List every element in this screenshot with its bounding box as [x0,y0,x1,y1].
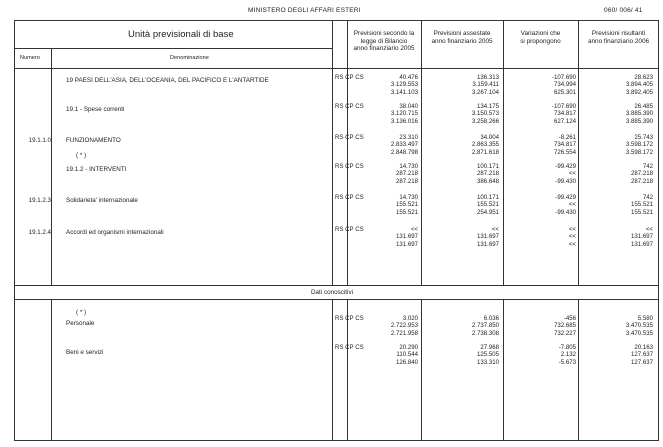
row-value-c2: 34.004 2.863.355 2.871.618 [471,134,499,156]
row-code: 19.1.2.3 [28,197,51,204]
row-label: 19 PAESI DELL'ASIA, DELL'OCEANIA, DEL PACIFICO E L'ANTARTIDE [66,77,269,84]
main-table-title: Unità previsionali di base [128,29,234,40]
row-value-c4: 25.743 3.598.172 3.598.172 [625,134,653,156]
row-type-codes: RS CP CS [335,103,364,110]
row-code: 19.1.2.4 [28,229,51,236]
asterisk-note: ( * ) [76,152,87,159]
row-value-c1: 14.730 155.521 155.521 [395,194,418,216]
row-value-c1: 3.020 2.722.953 2.721.958 [390,315,418,337]
c4-col-rule [578,20,579,285]
c3-col-rule-lower [503,299,504,441]
c1-col-rule [347,20,348,285]
row-type-codes: RS CP CS [335,74,364,81]
row-label: 19.1.2 - INTERVENTI [66,166,127,173]
col-header-variazioni: Variazioni che si propongono [520,30,561,45]
numero-col-rule [51,48,52,285]
section-bottom-rule [14,299,659,300]
row-label: Personale [66,320,95,327]
row-value-c4: 5.580 3.470.535 3.470.535 [625,315,653,337]
row-value-c1: 14.730 287.218 287.218 [395,163,418,185]
row-code: 19.1.1.0 [28,137,51,144]
col-header-previsioni-assestate: Previsioni assestate anno finanziario 2005 [431,30,493,45]
row-value-c4: 742 155.521 155.521 [630,194,653,216]
row-value-c4: 742 287.218 287.218 [630,163,653,185]
row-value-c1: 38.040 3.120.715 3.136.016 [390,103,418,125]
col-header-previsioni-risultanti: Previsioni risultanti anno finanziario 2006 [587,30,650,45]
section-title: Dati conoscitivi [311,289,353,296]
row-value-c3: -99.429 << -99.430 [555,194,576,216]
row-value-c1: << 131.697 131.697 [395,226,418,248]
row-value-c1: 23.310 2.833.497 2.848.798 [390,134,418,156]
c2-col-rule-lower [421,299,422,441]
row-type-codes: RS CP CS [335,134,364,141]
c2-col-rule [421,20,422,285]
row-value-c3: -107.690 734.817 627.124 [551,103,576,125]
c3-col-rule [503,20,504,285]
row-type-codes: RS CP CS [335,344,364,351]
row-value-c4: 28.623 3.894.405 3.892.405 [625,74,653,96]
row-value-c2: 100.171 155.521 254.951 [476,194,499,216]
row-value-c4: 20.163 127.637 127.637 [630,344,653,366]
row-value-c2: 136.313 3.159.411 3.267.104 [471,74,499,96]
col-header-legge-bilancio: Previsioni secondo la legge di Bilancio anno finanziario 2005 [353,30,415,53]
section-top-rule [14,285,659,286]
row-value-c3: -107.690 734.994 625.301 [551,74,576,96]
page-reference: 060/ 006/ 41 [604,7,643,14]
row-value-c2: 100.171 287.218 386.648 [476,163,499,185]
row-value-c2: 27.968 125.505 133.310 [476,344,499,366]
row-type-codes: RS CP CS [335,194,364,201]
row-type-codes: RS CP CS [335,315,364,322]
row-value-c4: 26.485 3.885.390 3.885.390 [625,103,653,125]
asterisk-note: ( * ) [76,309,87,316]
row-label: Accordi ed organismi internazionali [66,229,164,236]
row-value-c2: 6.036 2.737.850 2.738.308 [471,315,499,337]
row-value-c3: -99.429 << -99.430 [555,163,576,185]
row-value-c3: -7.805 2.132 -5.673 [558,344,576,366]
row-label: Beni e servizi [66,349,104,356]
row-label: 19.1 - Spese correnti [66,106,125,113]
row-type-codes: RS CP CS [335,163,364,170]
row-value-c3: -8.261 734.817 726.554 [553,134,576,156]
row-label: FUNZIONAMENTO [66,137,121,144]
numero-header: Numero [20,55,40,61]
row-value-c3: -456 732.685 732.227 [553,315,576,337]
row-label: Solidarieta' internazionale [66,197,138,204]
title-rule [14,48,332,49]
row-value-c4: << 131.697 131.697 [630,226,653,248]
row-value-c2: 134.175 3.150.573 3.258.266 [471,103,499,125]
row-value-c1: 40.476 3.129.553 3.141.103 [390,74,418,96]
row-value-c1: 20.290 110.544 126.840 [395,344,418,366]
type-col-rule [332,20,333,285]
denominazione-header: Denominazione [170,55,209,61]
row-value-c2: << 131.697 131.697 [476,226,499,248]
numero-col-rule-lower [51,299,52,441]
c4-col-rule-lower [578,299,579,441]
ministry-name: MINISTERO DEGLI AFFARI ESTERI [248,7,361,14]
type-col-rule-lower [332,299,333,441]
row-value-c3: << << << [568,226,576,248]
row-type-codes: RS CP CS [335,226,364,233]
header-bottom-rule [14,68,659,69]
